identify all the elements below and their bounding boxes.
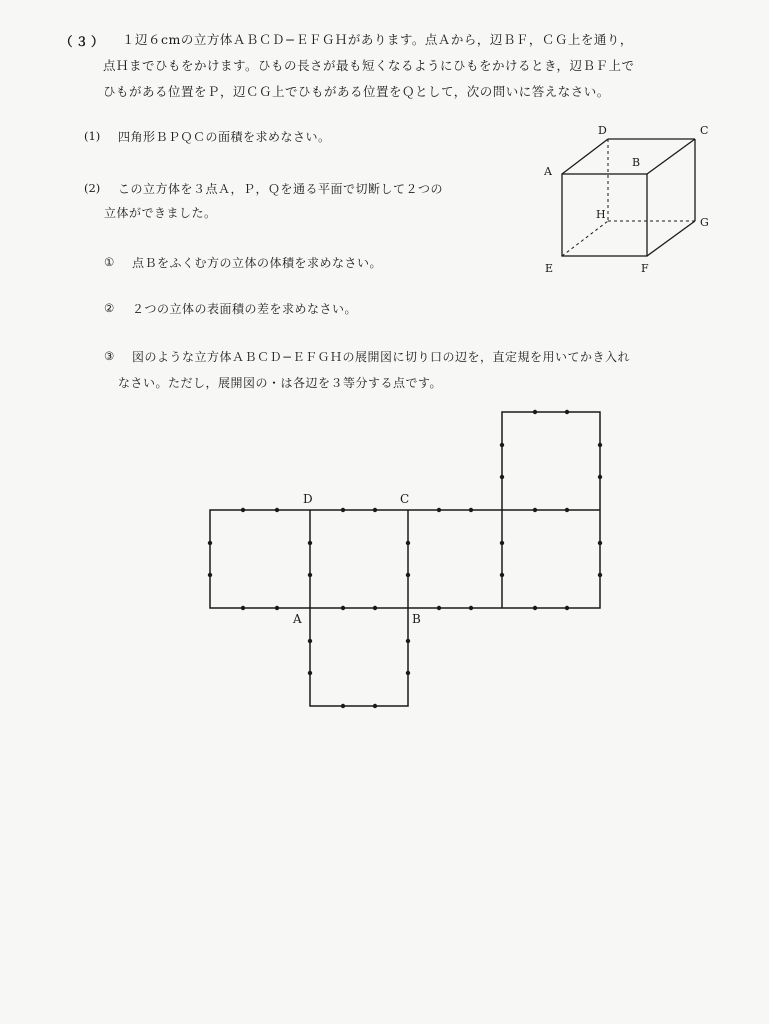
q2-sub1-number: ① [104,255,115,269]
net-trisection-dot [341,606,345,610]
net-trisection-dot [406,573,410,577]
q2-sub3-number: ③ [104,349,115,363]
q2-line-2: 立体ができました。 [104,206,217,220]
net-trisection-dot [469,606,473,610]
cube-hidden-edge-EH [562,221,608,256]
net-trisection-dot [208,541,212,545]
cube-figure [530,118,730,278]
cube-label-G: G [700,216,709,229]
net-trisection-dot [241,606,245,610]
q2-sub2-number: ② [104,301,115,315]
net-trisection-dot [373,508,377,512]
cube-label-A: A [544,165,552,178]
cube-label-E: E [545,262,554,275]
net-trisection-dot [341,508,345,512]
net-trisection-dot [208,573,212,577]
net-trisection-dot [500,475,504,479]
net-trisection-dot [533,410,537,414]
net-trisection-dot [565,410,569,414]
net-label-B: B [412,612,421,626]
q2-sub3-line-2: なさい。ただし，展開図の・は各辺を３等分する点です。 [118,376,443,390]
net-trisection-dot [565,508,569,512]
net-trisection-dot [533,508,537,512]
cube-label-C: C [700,124,709,137]
net-label-A: A [293,612,302,626]
net-trisection-dot [598,475,602,479]
net-trisection-dot [406,541,410,545]
cube-label-H: H [596,208,606,221]
net-trisection-points [208,410,602,708]
q2-line-1: この立方体を３点Ａ，Ｐ，Ｑを通る平面で切断して２つの [118,182,444,196]
net-trisection-dot [406,671,410,675]
cube-label-F: F [641,262,649,275]
net-trisection-dot [308,541,312,545]
net-trisection-dot [565,606,569,610]
intro-line-1: １辺６cmの立方体ＡＢＣＤ−ＥＦＧＨがあります。点Ａから，辺ＢＦ，ＣＧ上を通り， [122,32,633,47]
net-trisection-dot [598,573,602,577]
net-outline [210,412,600,706]
cube-label-D: D [598,124,607,137]
q1-number: (1) [84,129,101,143]
net-trisection-dot [437,606,441,610]
net-label-C: C [400,492,410,506]
cube-label-B: B [632,156,641,169]
q1-text: 四角形ＢＰＱＣの面積を求めなさい。 [118,130,331,144]
q2-sub2-text: ２つの立体の表面積の差を求めなさい。 [132,302,358,316]
net-trisection-dot [598,541,602,545]
q2-sub3-line-1: 図のような立方体ＡＢＣＤ−ＥＦＧＨの展開図に切り口の辺を，直定規を用いてかき入れ [132,350,631,364]
net-trisection-dot [308,671,312,675]
cube-net-figure [200,405,620,725]
net-trisection-dot [500,573,504,577]
net-trisection-dot [373,606,377,610]
q2-sub1-text: 点Ｂをふくむ方の立体の体積を求めなさい。 [132,256,383,270]
cube-edge-BC [647,139,695,174]
net-trisection-dot [275,606,279,610]
q2-number: (2) [84,181,101,195]
net-trisection-dot [308,639,312,643]
cube-edge-FG [647,221,695,256]
net-trisection-dot [500,541,504,545]
net-trisection-dot [275,508,279,512]
net-trisection-dot [341,704,345,708]
net-trisection-dot [406,639,410,643]
problem-number: （３） [60,34,107,49]
net-trisection-dot [500,443,504,447]
net-trisection-dot [598,443,602,447]
intro-line-2: 点Ｈまでひもをかけます。ひもの長さが最も短くなるようにひもをかけるとき，辺ＢＦ上で [103,58,635,73]
net-label-D: D [303,492,313,506]
intro-line-3: ひもがある位置をＰ，辺ＣＧ上でひもがある位置をＱとして，次の問いに答えなさい。 [103,84,610,99]
cube-edge-AD [562,139,608,174]
net-trisection-dot [469,508,473,512]
net-trisection-dot [241,508,245,512]
net-trisection-dot [308,573,312,577]
net-trisection-dot [533,606,537,610]
net-trisection-dot [437,508,441,512]
net-trisection-dot [373,704,377,708]
